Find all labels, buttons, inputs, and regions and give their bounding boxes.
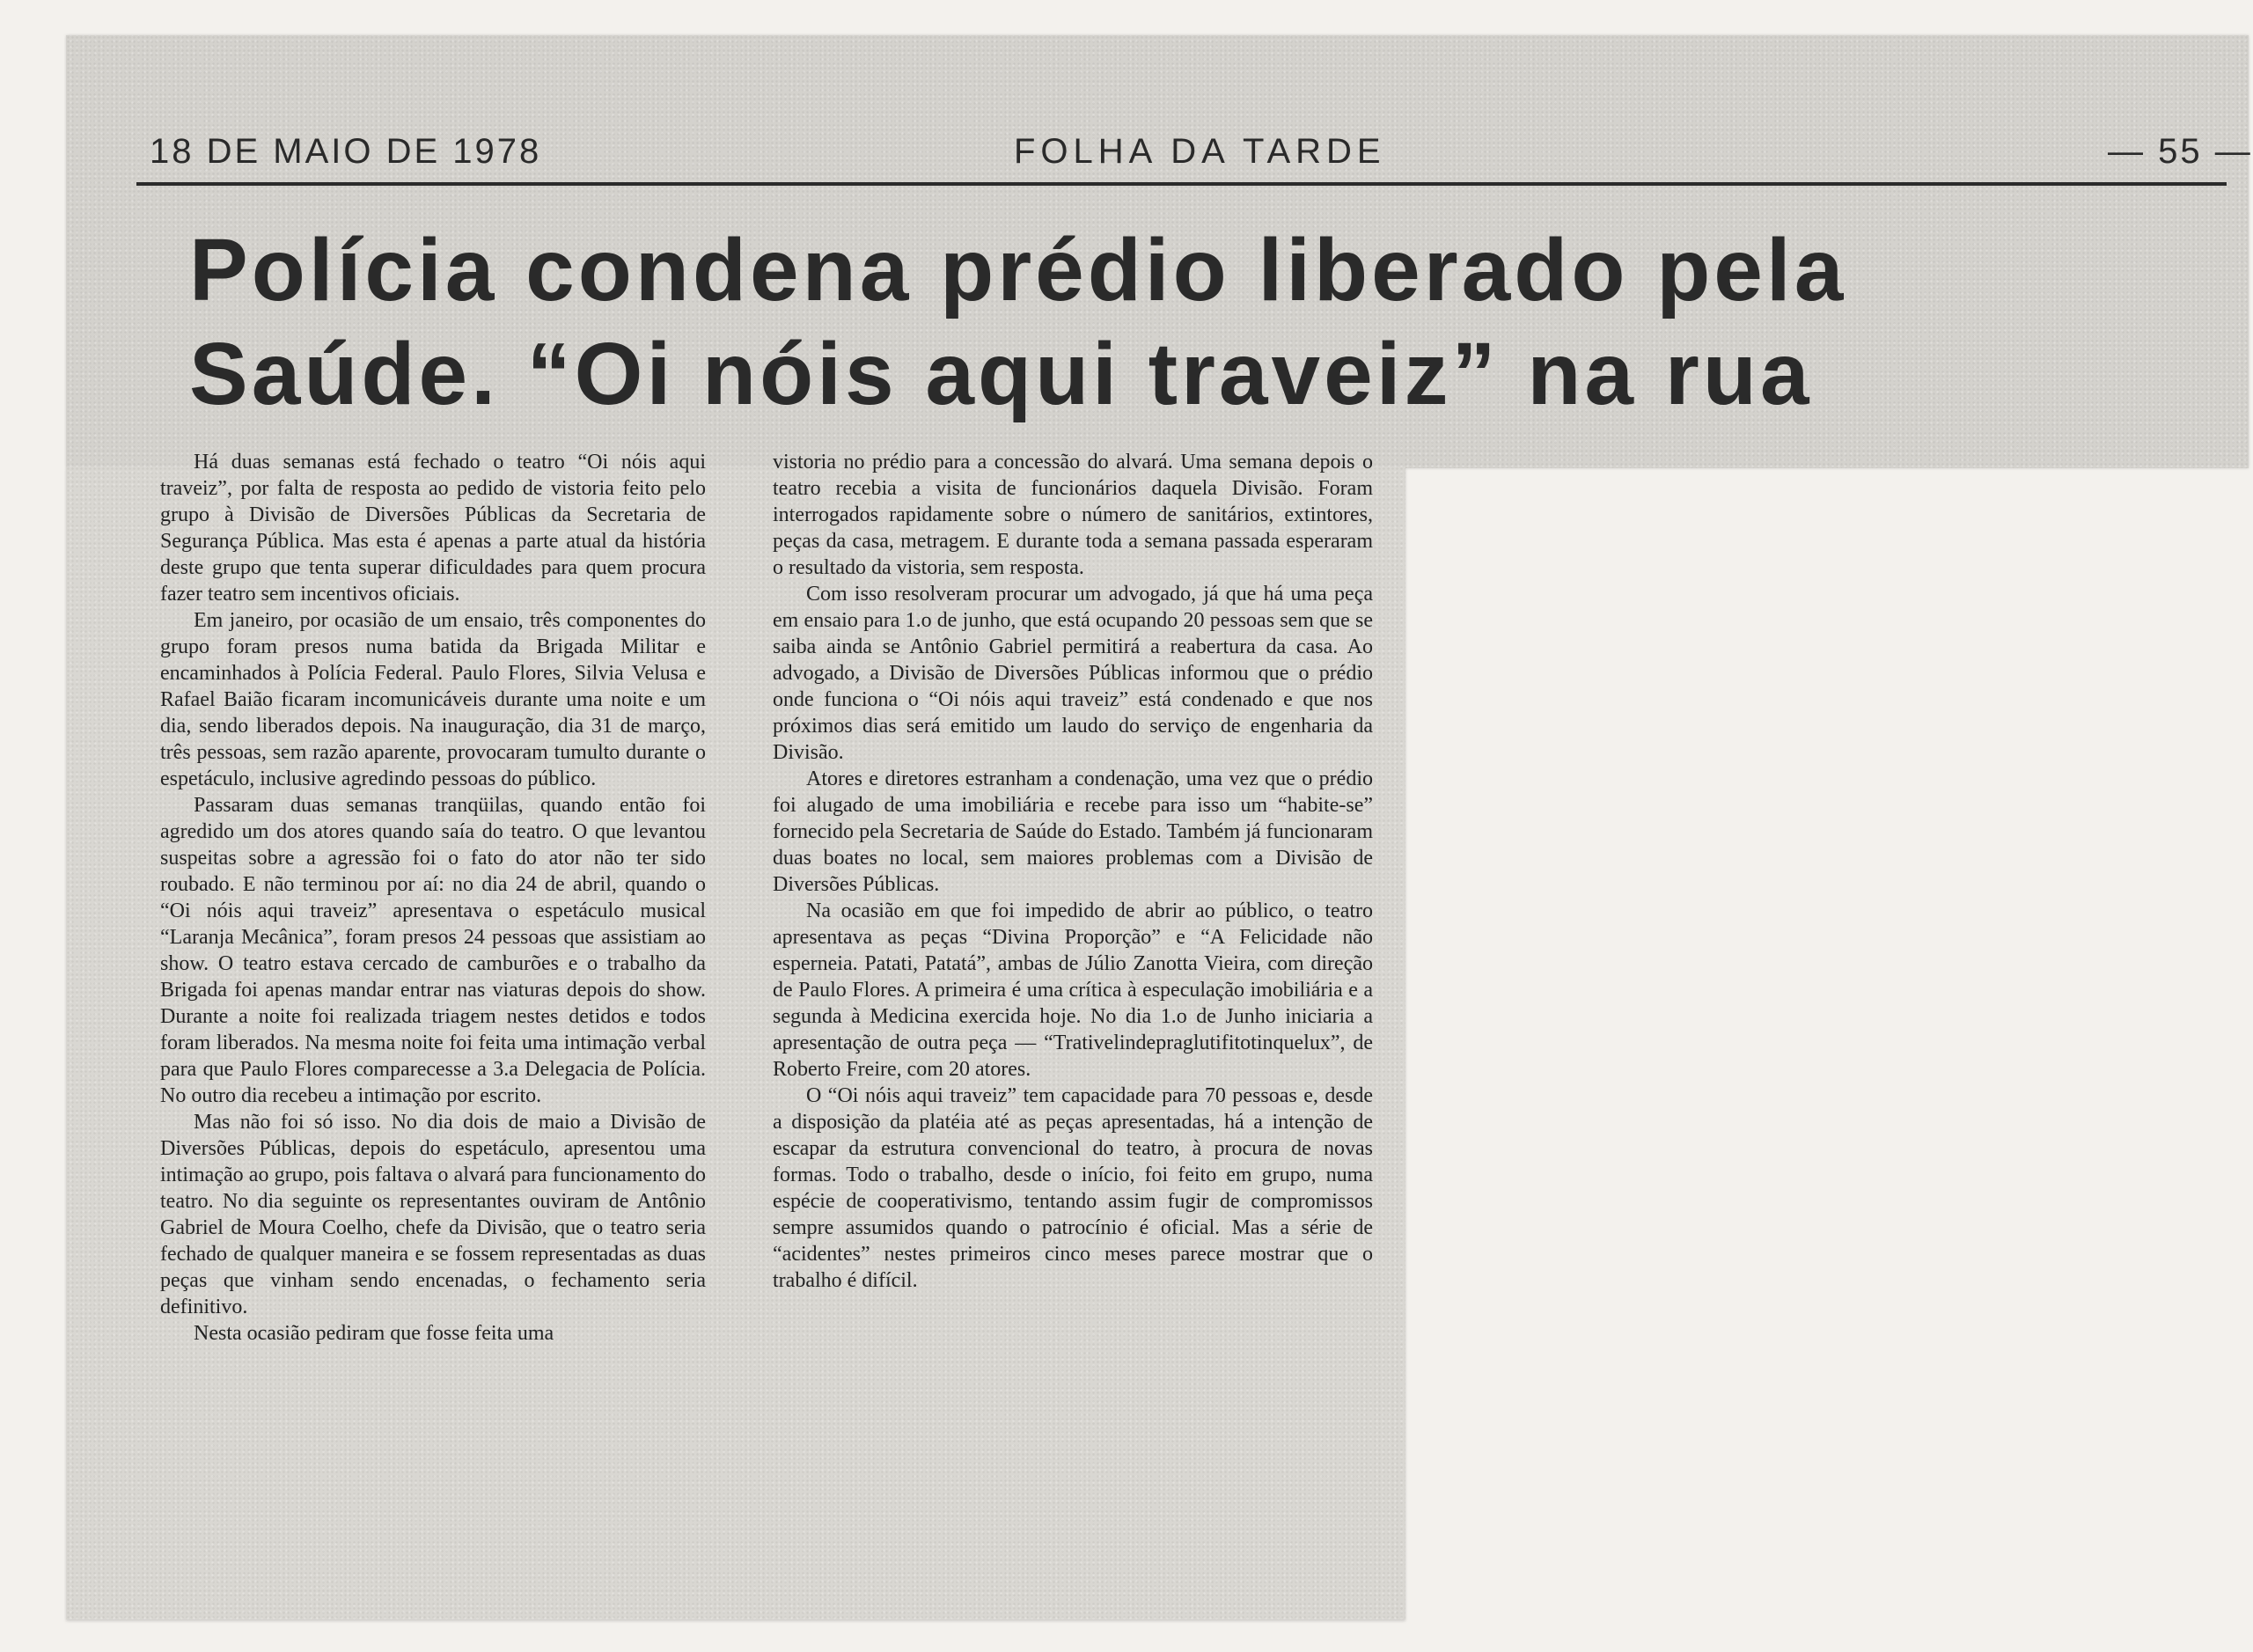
headline-line-2: Saúde. “Oi nóis aqui traveiz” na rua	[189, 325, 1813, 423]
issue-date: 18 DE MAIO DE 1978	[150, 132, 542, 171]
paragraph: Mas não foi só isso. No dia dois de maio a Divisão de Diversões Públicas, depois do espetáculo, apresentou uma intimação ao grupo, pois faltava o alvará para funcionamento do teatro. No dia seguinte os representantes ouviram de Antônio Gabriel de Moura Coelho, chefe da Divisão, que o teatro seria fechado de qualquer maneira e se fossem representadas as duas peças que vinham sendo encenadas, o fechamento seria definitivo.	[160, 1111, 706, 1318]
article-column-right	[773, 449, 1373, 1294]
headline-line-1: Polícia condena prédio liberado pela	[189, 221, 1847, 319]
paragraph: Passaram duas semanas tranqüilas, quando então foi agredido um dos atores quando saía do teatro. O que levantou suspeitas sobre a agressão foi o fato do ator não ter sido roubado. E não terminou por aí: no dia 24 de abril, quando o “Oi nóis aqui traveiz” apresentava o espetáculo musical “Laranja Mecânica”, foram presos 24 pessoas que assistiam ao show. O teatro estava cercado de camburões e o trabalho da Brigada foi apenas mandar entrar nas viaturas depois do show. Durante a noite foi realizada triagem nestes detidos e todos foram liberados. Na mesma noite foi feita uma intimação verbal para que Paulo Flores comparecesse a 3.a Delegacia de Polícia. No outro dia recebeu a intimação por escrito.	[160, 794, 706, 1107]
headline	[189, 218, 2231, 426]
paragraph: Nesta ocasião pediram que fosse feita uma	[194, 1322, 554, 1345]
newspaper-name: FOLHA DA TARDE	[1014, 132, 1386, 171]
article-column-left	[160, 449, 706, 1347]
masthead-rule	[136, 182, 2227, 186]
paragraph: vistoria no prédio para a concessão do alvará. Uma semana depois o teatro recebia a visita de funcionários daquela Divisão. Foram interrogados rapidamente sobre o número de sanitários, extintores, peças da casa, metragem. E durante toda a semana passada esperaram o resultado da vistoria, sem resposta.	[773, 451, 1373, 579]
paragraph: Atores e diretores estranham a condenação, uma vez que o prédio foi alugado de uma imobiliária e recebe para isso um “habite-se” fornecido pela Secretaria de Saúde do Estado. Também já funcionaram duas boates no local, sem maiores problemas com a Divisão de Diversões Públicas.	[773, 767, 1373, 896]
paragraph: Com isso resolveram procurar um advogado, já que há uma peça em ensaio para 1.o de junho, que está ocupando 20 pessoas sem que se saiba ainda se Antônio Gabriel permitirá a reabertura da casa. Ao advogado, a Divisão de Diversões Públicas informou que o prédio onde funciona o “Oi nóis aqui traveiz” está condenado e que nos próximos dias será emitido um laudo do serviço de engenharia da Divisão.	[773, 583, 1373, 764]
page-number: — 55 —	[2108, 132, 2253, 171]
paragraph: O “Oi nóis aqui traveiz” tem capacidade para 70 pessoas e, desde a disposição da platéia até as peças apresentadas, há a intenção de escapar da estrutura convencional do teatro, à procura de novas formas. Todo o trabalho, desde o início, foi feito em grupo, numa espécie de cooperativismo, tentando assim fugir de compromissos sempre assumidos quando o patrocínio é oficial. Mas a série de “acidentes” nestes primeiros cinco meses parece mostrar que o trabalho é difícil.	[773, 1084, 1373, 1292]
paragraph: Na ocasião em que foi impedido de abrir ao público, o teatro apresentava as peças “Divina Proporção” e “A Felicidade não esperneia. Patati, Patatá”, ambas de Júlio Zanotta Vieira, com direção de Paulo Flores. A primeira é uma crítica à especulação imobiliária e a segunda à Medicina exercida hoje. No dia 1.o de Junho iniciaria a apresentação de outra peça — “Trativelindepraglutifitotinquelux”, de Roberto Freire, com 20 atores.	[773, 899, 1373, 1081]
paragraph: Há duas semanas está fechado o teatro “Oi nóis aqui traveiz”, por falta de resposta ao pedido de vistoria feito pelo grupo à Divisão de Diversões Públicas da Secretaria de Segurança Pública. Mas esta é apenas a parte atual da história deste grupo que tenta superar dificuldades para quem procura fazer teatro sem incentivos oficiais.	[160, 451, 706, 606]
paragraph: Em janeiro, por ocasião de um ensaio, três componentes do grupo foram presos numa batida da Brigada Militar e encaminhados à Polícia Federal. Paulo Flores, Silvia Velusa e Rafael Baião ficaram incomunicáveis durante uma noite e um dia, sendo liberados depois. Na inauguração, dia 31 de março, três pessoas, sem razão aparente, provocaram tumulto durante o espetáculo, inclusive agredindo pessoas do público.	[160, 609, 706, 790]
